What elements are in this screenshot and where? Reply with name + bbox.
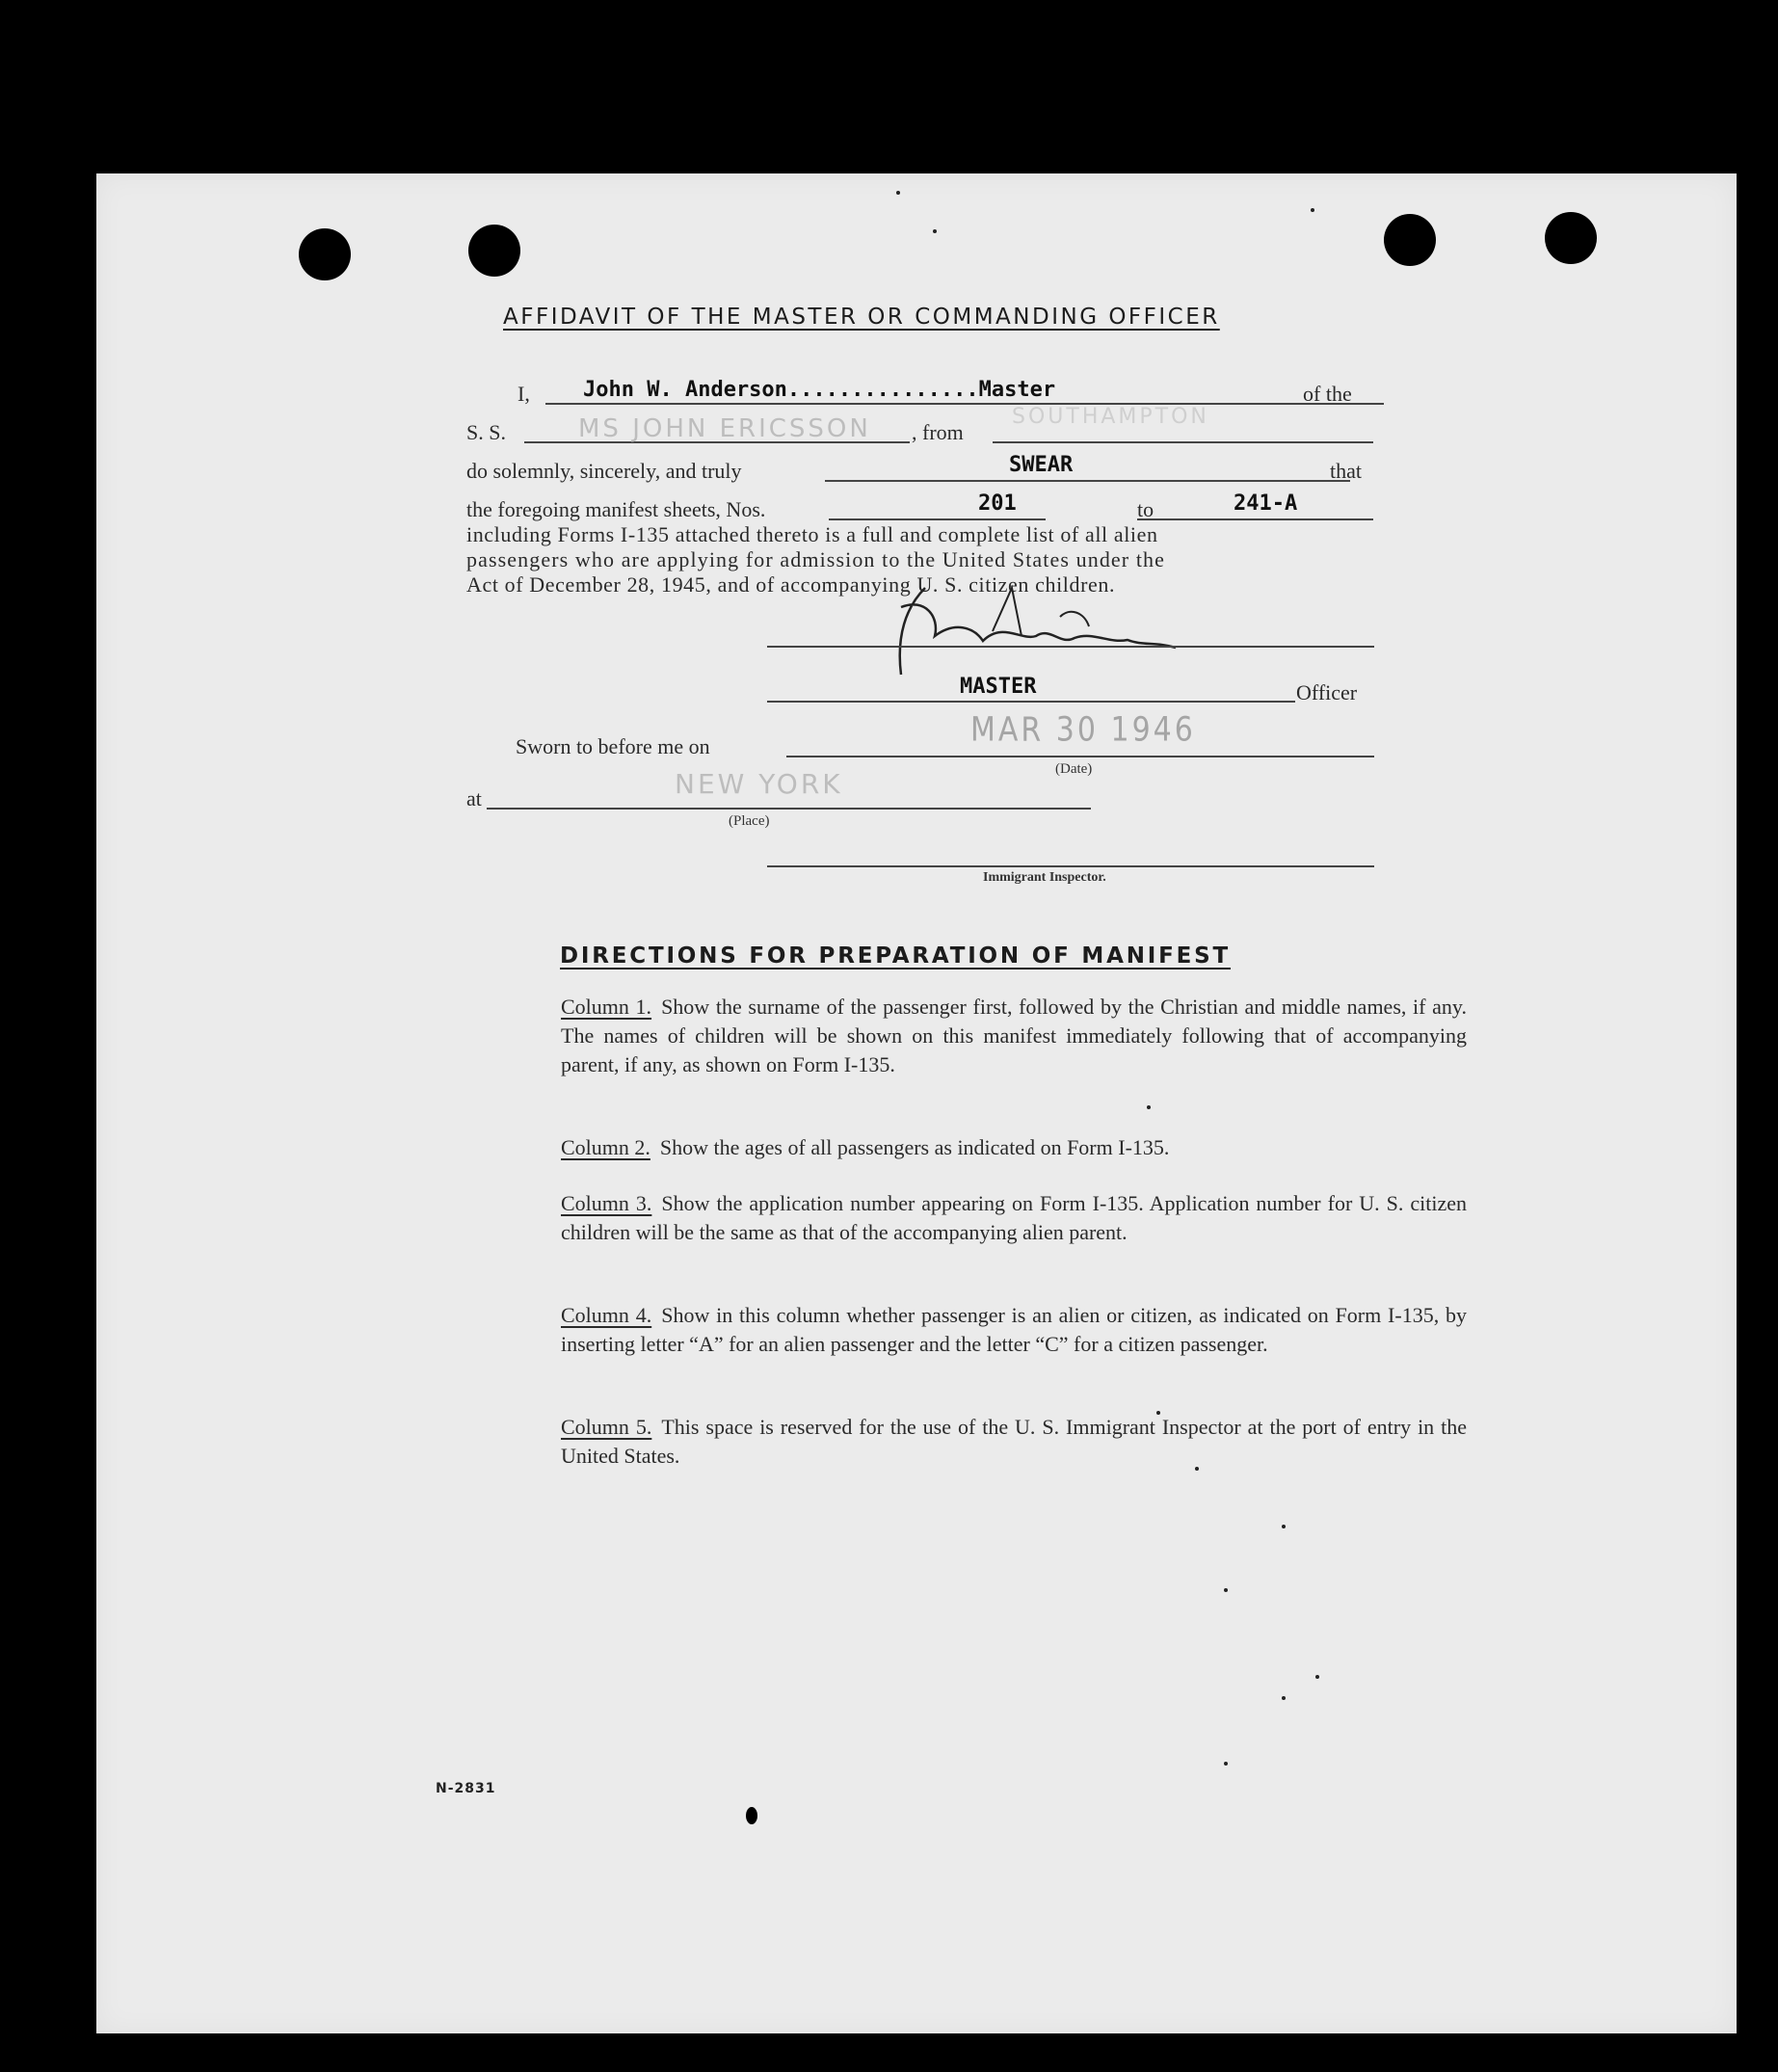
sworn-label: Sworn to before me on <box>516 734 710 758</box>
to-label: to <box>1137 497 1154 521</box>
punch-hole <box>468 225 520 277</box>
foregoing-text: the foregoing manifest sheets, Nos. <box>466 497 766 521</box>
direction-item <box>561 1133 1467 1162</box>
swear-line <box>825 480 1350 482</box>
ship-name: MS JOHN ERICSSON <box>578 414 871 443</box>
affidavit-title: AFFIDAVIT OF THE MASTER OR COMMANDING OFFICER <box>503 305 1220 330</box>
ss-label: S. S. <box>466 420 506 444</box>
affidavit-body-line-1: including Forms I-135 attached thereto is a full and complete list of all alien <box>466 522 1158 546</box>
sworn-date-stamp: MAR 30 1946 <box>970 710 1196 750</box>
rank-line <box>767 701 1295 703</box>
direction-item <box>561 1189 1467 1247</box>
master-name-line <box>545 403 1384 405</box>
signature-line <box>767 646 1374 648</box>
direction-text: This space is reserved for the use of the U. S. Immigrant Inspector at the port of entry in the United States. <box>561 1415 1467 1468</box>
paper-speck <box>1224 1762 1228 1766</box>
from-label: , from <box>912 420 964 444</box>
punch-hole <box>1545 212 1597 264</box>
solemnly-text: do solemnly, sincerely, and truly <box>466 459 742 483</box>
direction-column-label: Column 1. <box>561 995 652 1019</box>
swear-value: SWEAR <box>1009 453 1074 477</box>
master-signature <box>867 569 1272 704</box>
paper-speck <box>1224 1588 1228 1592</box>
direction-text: Show in this column whether passenger is an alien or citizen, as indicated on Form I-135, by inserting letter “A” for an alien passenger and the letter “C” for a citizen passenger. <box>561 1303 1467 1356</box>
from-line <box>993 441 1373 443</box>
place-stamp: NEW YORK <box>675 768 843 800</box>
affidavit-body-line-3: Act of December 28, 1945, and of accompanying U. S. citizen children. <box>466 572 1116 597</box>
date-caption: (Date) <box>1055 761 1093 777</box>
punch-hole <box>299 228 351 280</box>
paper-speck <box>1315 1675 1319 1679</box>
of-the-label: of the <box>1303 382 1352 406</box>
master-name: John W. Anderson...............Master <box>583 378 1056 402</box>
direction-column-label: Column 2. <box>561 1135 650 1159</box>
paper-speck <box>1147 1105 1151 1109</box>
sworn-date-line <box>786 756 1374 757</box>
direction-item <box>561 1413 1467 1471</box>
rank-value: MASTER <box>960 675 1037 699</box>
direction-text: Show the application number appearing on Form I-135. Application number for U. S. citizen children will be the same as that of the accompanying alien parent. <box>561 1191 1467 1244</box>
punch-hole <box>1384 214 1436 266</box>
direction-column-label: Column 5. <box>561 1415 652 1439</box>
sheet-from-line <box>829 518 1046 520</box>
direction-item <box>561 1301 1467 1359</box>
form-number: N-2831 <box>436 1781 496 1796</box>
that-label: that <box>1330 459 1362 483</box>
document-page <box>96 173 1737 2033</box>
officer-label: Officer <box>1296 680 1358 704</box>
paper-speck <box>933 229 937 233</box>
direction-text: Show the ages of all passengers as indicated on Form I-135. <box>659 1135 1170 1159</box>
direction-column-label: Column 3. <box>561 1191 652 1215</box>
direction-text: Show the surname of the passenger first, followed by the Christian and middle names, if any. The names of children will be shown on this manifest immediately following that of accompanying parent, if any, as shown on Form I-135. <box>561 995 1467 1076</box>
i-label: I, <box>517 382 530 406</box>
inspector-caption: Immigrant Inspector. <box>983 870 1106 885</box>
paper-speck <box>1311 208 1314 212</box>
from-place: SOUTHAMPTON <box>1012 405 1209 429</box>
direction-item <box>561 993 1467 1079</box>
paper-speck <box>1282 1525 1286 1528</box>
direction-column-label: Column 4. <box>561 1303 652 1327</box>
affidavit-body-line-2: passengers who are applying for admission to the United States under the <box>466 547 1165 571</box>
place-line <box>487 808 1091 810</box>
place-caption: (Place) <box>729 813 770 829</box>
directions-title: DIRECTIONS FOR PREPARATION OF MANIFEST <box>560 943 1231 969</box>
paper-speck <box>896 191 900 195</box>
inspector-line <box>767 865 1374 867</box>
sheet-to-line <box>1137 518 1373 520</box>
paper-speck <box>1282 1696 1286 1700</box>
at-label: at <box>466 786 482 810</box>
sheet-from: 201 <box>978 491 1017 516</box>
ink-blot <box>746 1807 757 1824</box>
sheet-to: 241-A <box>1234 491 1298 516</box>
